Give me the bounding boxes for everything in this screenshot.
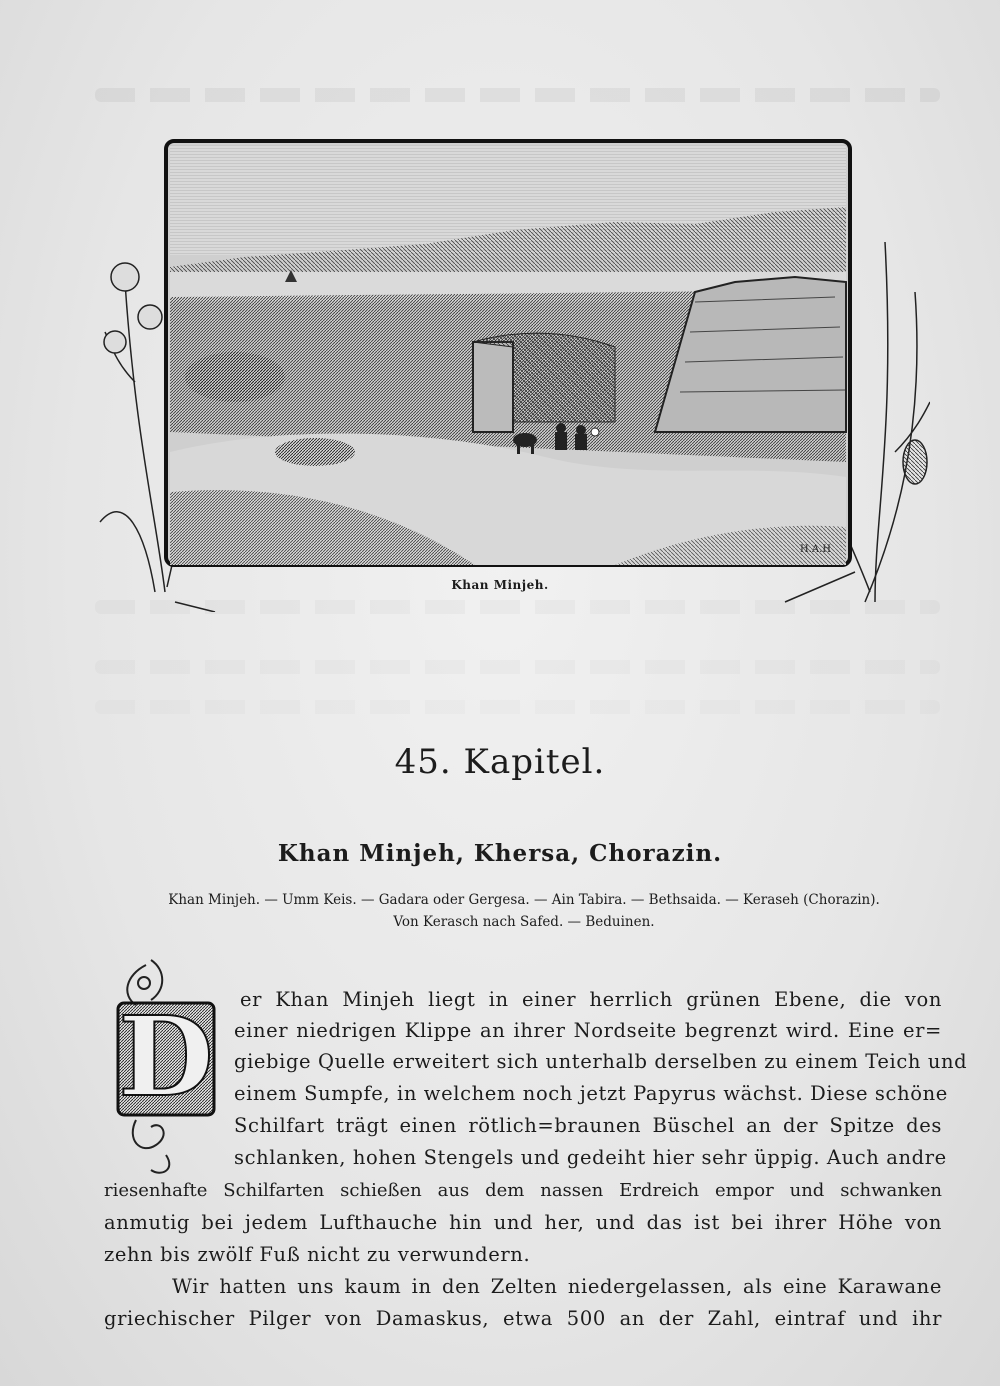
body-text-line: Schilfart trägt einen rötlich=braunen Büschel an der Spitze des bbox=[234, 1114, 942, 1137]
body-text-line: er Khan Minjeh liegt in einer herrlich grünen Ebene, die von bbox=[240, 988, 942, 1011]
chapter-title: Khan Minjeh, Khersa, Chorazin. bbox=[277, 840, 723, 867]
body-text-line: Wir hatten uns kaum in den Zelten niedergelassen, als eine Karawane bbox=[172, 1275, 942, 1298]
bleed-through-text bbox=[95, 660, 940, 674]
drop-cap-letter: D bbox=[118, 992, 214, 1121]
body-text-line: zehn bis zwölf Fuß nicht zu verwundern. bbox=[104, 1243, 531, 1266]
chapter-summary bbox=[104, 889, 944, 933]
body-text-line: riesenhafte Schilfarten schießen aus dem nassen Erdreich empor und schwanken bbox=[104, 1180, 942, 1201]
summary-line: Von Kerasch nach Safed. — Beduinen. bbox=[393, 914, 655, 930]
body-text-line: schlanken, hohen Stengels und gedeiht hier sehr üppig. Auch andre bbox=[234, 1146, 947, 1169]
ornamental-drop-cap bbox=[106, 955, 224, 1180]
body-text-line: einer niedrigen Klippe an ihrer Nordseite begrenzt wird. Eine er= bbox=[234, 1019, 942, 1042]
body-text-line: anmutig bei jedem Lufthauche hin und her, und das ist bei ihrer Höhe von bbox=[104, 1211, 942, 1234]
engraving-figure bbox=[95, 132, 930, 612]
body-text-line: giebige Quelle erweitert sich unterhalb derselben zu einem Teich und bbox=[234, 1050, 968, 1073]
summary-line: Khan Minjeh. — Umm Keis. — Gadara oder Gergesa. — Ain Tabira. — Bethsaida. — Keraseh (Chorazin). bbox=[168, 892, 880, 908]
landscape-engraving bbox=[95, 132, 930, 612]
bleed-through-text bbox=[95, 700, 940, 714]
engraver-signature: H.A.H bbox=[800, 544, 832, 555]
body-text-line: einem Sumpfe, in welchem noch jetzt Papyrus wächst. Diese schöne bbox=[234, 1082, 948, 1105]
chapter-heading: 45. Kapitel. bbox=[394, 742, 606, 782]
figure-caption: Khan Minjeh. bbox=[451, 578, 549, 592]
bleed-through-text bbox=[95, 88, 940, 102]
body-text-line: griechischer Pilger von Damaskus, etwa 500 an der Zahl, eintraf und ihr bbox=[104, 1307, 942, 1330]
